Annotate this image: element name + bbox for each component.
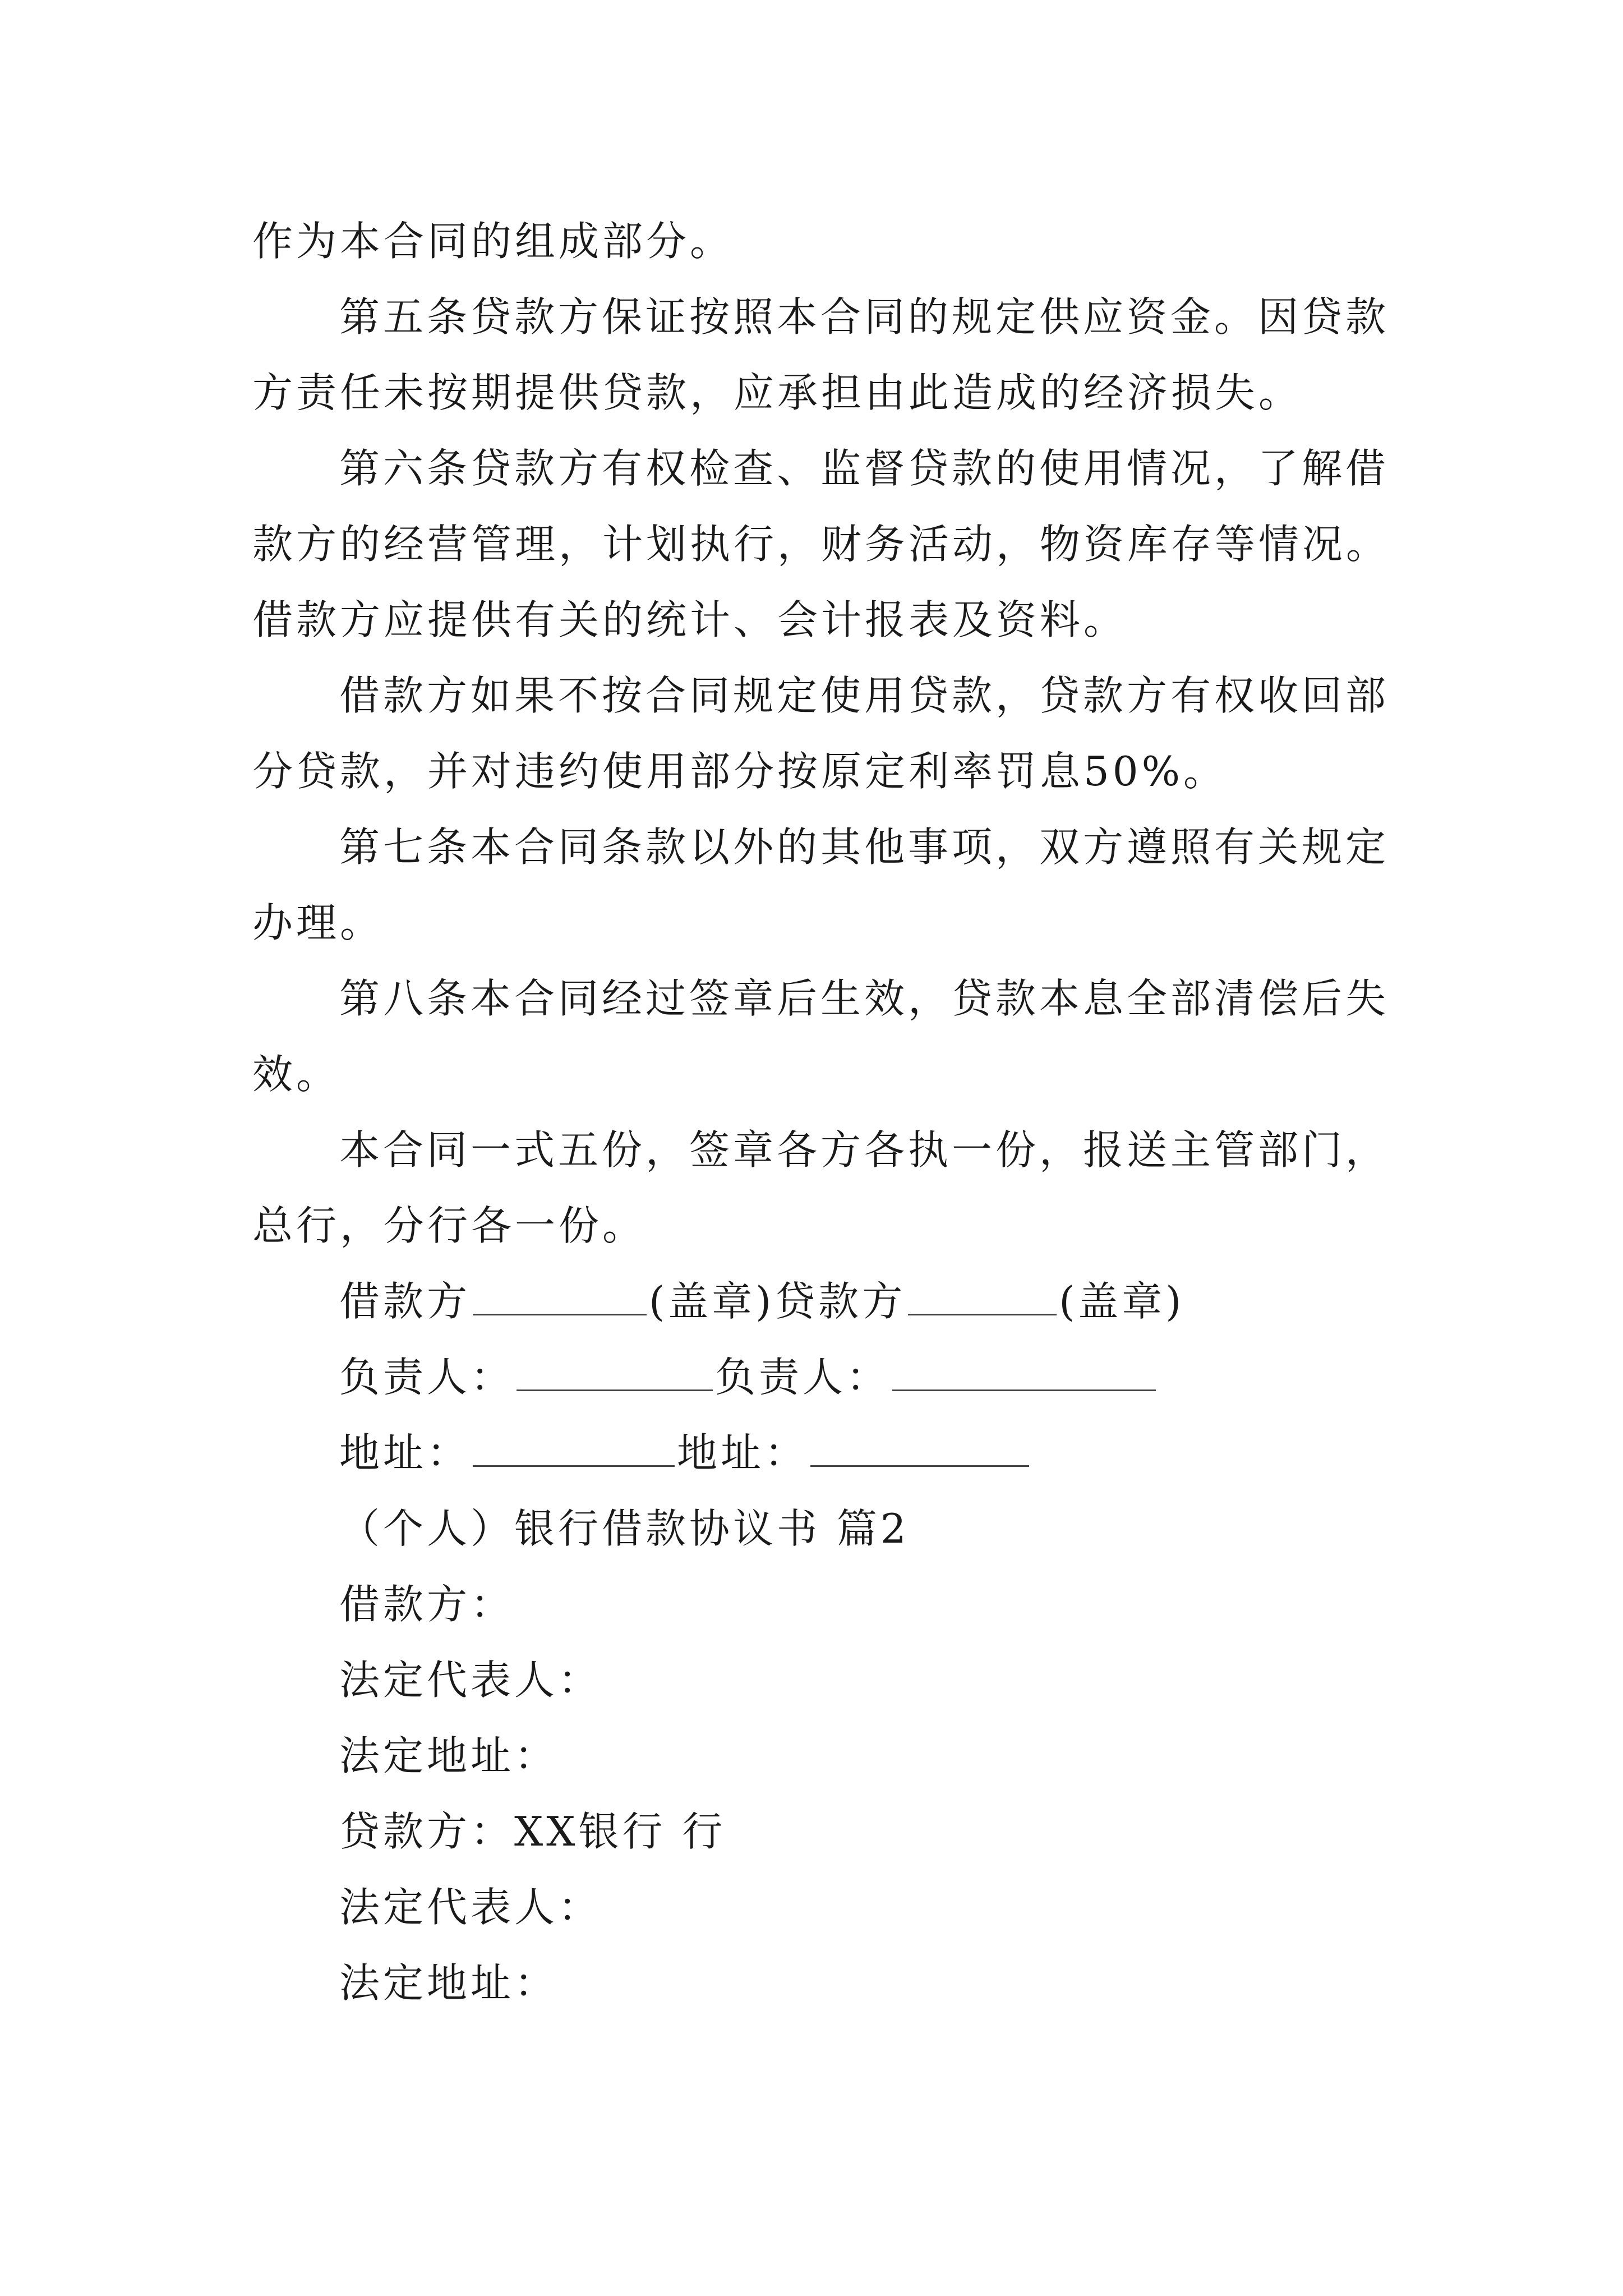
address-blank	[810, 1432, 1029, 1467]
lender-blank	[908, 1280, 1057, 1315]
signature-row-parties	[339, 1276, 1184, 1327]
responsible-label: 负责人：	[339, 1354, 515, 1401]
signature-row-responsible	[339, 1352, 1158, 1402]
text-line: 办理。	[252, 899, 384, 946]
borrower-blank	[473, 1280, 647, 1315]
seal-label: (盖章)	[1059, 1278, 1185, 1325]
address-label: 地址：	[677, 1429, 809, 1476]
text-line: 借款方应提供有关的统计、会计报表及资料。	[252, 596, 1128, 643]
form-field-label: 法定代表人：	[339, 1657, 602, 1704]
signature-row-address	[339, 1428, 1031, 1478]
form-field-label: 借款方：	[339, 1581, 515, 1628]
borrower-label: 借款方	[339, 1278, 471, 1325]
responsible-blank	[517, 1356, 713, 1391]
text-line: 第七条本合同条款以外的其他事项，双方遵照有关规定	[339, 823, 1390, 871]
text-line: 借款方如果不按合同规定使用贷款，贷款方有权收回部	[339, 672, 1390, 719]
responsible-label: 负责人：	[715, 1354, 891, 1401]
form-field-label: 法定代表人：	[339, 1884, 602, 1931]
responsible-blank	[892, 1356, 1156, 1391]
form-field-label: 法定地址：	[339, 1959, 559, 2007]
form-field-label: 贷款方：XX银行 行	[339, 1808, 726, 1855]
address-blank	[473, 1432, 675, 1467]
text-line: 第五条贷款方保证按照本合同的规定供应资金。因贷款	[339, 293, 1390, 341]
text-line: 效。	[252, 1051, 340, 1098]
text-line: 方责任未按期提供贷款，应承担由此造成的经济损失。	[252, 369, 1303, 416]
text-line: 分贷款，并对违约使用部分按原定利率罚息50%。	[252, 748, 1228, 795]
section-title: （个人）银行借款协议书 篇2	[339, 1505, 910, 1552]
text-line: 第六条贷款方有权检查、监督贷款的使用情况，了解借	[339, 445, 1390, 492]
text-line: 作为本合同的组成部分。	[252, 218, 734, 265]
text-line: 款方的经营管理，计划执行，财务活动，物资库存等情况。	[252, 521, 1390, 568]
text-line: 总行，分行各一份。	[252, 1202, 647, 1249]
form-field-label: 法定地址：	[339, 1732, 559, 1779]
text-line: 本合同一式五份，签章各方各执一份，报送主管部门，	[339, 1126, 1390, 1174]
text-line: 第八条本合同经过签章后生效，贷款本息全部清偿后失	[339, 975, 1390, 1022]
seal-lender-label: (盖章)贷款方	[649, 1278, 906, 1325]
address-label: 地址：	[339, 1429, 471, 1476]
